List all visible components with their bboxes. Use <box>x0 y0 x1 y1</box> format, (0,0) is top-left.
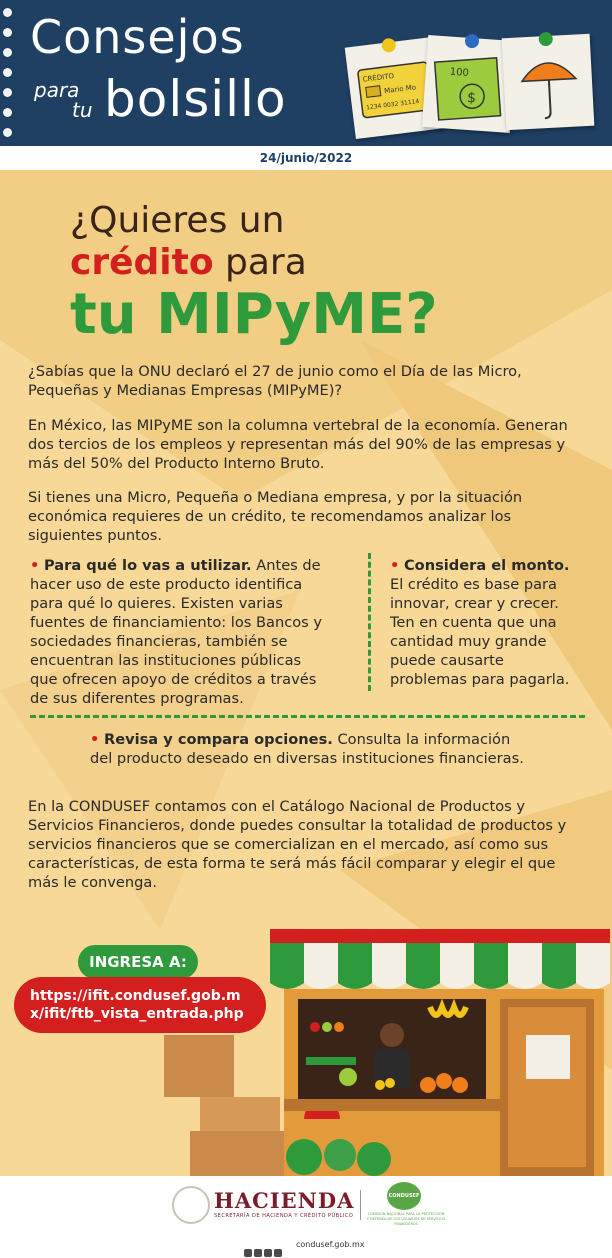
headline-credito: crédito <box>70 242 214 283</box>
title-tu: tu <box>72 98 93 122</box>
tip-para-que-text: Antes de hacer uso de este producto identifica para qué lo quieres. Existen varias fuentes de financiamiento: los Bancos y sociedades financieras, también se encuentran las instituciones públicas que ofrecen apoyo de créditos a través de sus diferentes programas. <box>30 557 323 707</box>
bill-value: 100 <box>449 66 470 79</box>
intro-paragraph-mexico: En México, las MIPyME son la columna vertebral de la economía. Generan dos tercios de los empleos y representan más del 90% de las empresas y más del 50% del Producto Interno Bruto. <box>28 417 568 472</box>
tip-revisa-text: Consulta la información del producto deseado en diversas instituciones financieras. <box>90 731 524 767</box>
youtube-icon[interactable] <box>274 1249 282 1257</box>
notebook-spiral <box>3 8 17 146</box>
bullet-icon: • <box>390 557 400 574</box>
title-bolsillo: bolsillo <box>104 70 287 128</box>
catalog-link-line2: x/ifit/ftb_vista_entrada.php <box>30 1006 244 1022</box>
umbrella-note <box>502 34 595 130</box>
social-icons <box>244 1242 284 1258</box>
condusef-paragraph: En la CONDUSEF contamos con el Catálogo Nacional de Productos y Servicios Financieros, donde puedes consultar la totalidad de productos y servicios financieros que se comercializan en el mercado, así como sus características, de esta forma te será más fácil comparar y elegir el que más le convenga. <box>28 798 567 891</box>
intro-paragraph-recommend: Si tienes una Micro, Pequeña o Mediana empresa, y por la situación económica requieres de un crédito, te recomendamos analizar los siguientes puntos. <box>28 489 523 544</box>
catalog-link-line1: https://ifit.condusef.gob.m <box>30 988 241 1004</box>
condusef-logo: CONDUSEF <box>387 1182 421 1210</box>
footer <box>0 1176 612 1258</box>
bullet-icon: • <box>30 557 40 574</box>
vertical-divider <box>368 553 371 691</box>
bullet-icon: • <box>90 731 100 748</box>
title-consejos: Consejos <box>30 10 245 64</box>
umbrella-icon <box>502 34 595 130</box>
tip-monto-title: Considera el monto. <box>403 557 570 574</box>
mexico-seal-icon <box>172 1186 210 1224</box>
catalog-link[interactable] <box>14 977 266 1033</box>
header-banner <box>0 0 612 146</box>
headline-para: para <box>213 242 307 283</box>
tip-revisa <box>90 730 530 768</box>
publication-date: 24/junio/2022 <box>259 151 353 165</box>
tip-para-que <box>30 556 330 708</box>
headline-line2 <box>70 242 438 284</box>
tip-monto <box>390 556 580 689</box>
headline <box>70 200 438 346</box>
awning-stripes <box>270 943 610 989</box>
ingresa-label: INGRESA A: <box>78 945 198 979</box>
hacienda-subtitle: SECRETARÍA DE HACIENDA Y CRÉDITO PÚBLICO <box>214 1213 354 1219</box>
card-name: Mario Mo <box>383 83 417 96</box>
headline-line3: tu MIPyME? <box>70 282 438 347</box>
market-stall-illustration <box>160 925 612 1176</box>
date-bar <box>0 146 612 170</box>
tip-revisa-title: Revisa y compara opciones. <box>103 731 333 748</box>
condusef-subtitle: COMISIÓN NACIONAL PARA LA PROTECCIÓN Y DEFENSA DE LOS USUARIOS DE SERVICIOS FINANCIEROS <box>366 1212 446 1226</box>
tip-monto-text: El crédito es base para innovar, crear y crecer. Ten en cuenta que una cantidad muy grande puede causarte problemas para pagarla. <box>390 576 570 688</box>
title-para: para <box>34 78 80 102</box>
facebook-icon[interactable] <box>244 1249 252 1257</box>
headline-line1: ¿Quieres un <box>70 200 285 241</box>
hacienda-logo: HACIENDA <box>214 1188 355 1213</box>
footer-divider <box>360 1190 361 1220</box>
tip-para-que-title: Para qué lo vas a utilizar. <box>43 557 252 574</box>
twitter-icon[interactable] <box>254 1249 262 1257</box>
intro-paragraph-onu: ¿Sabías que la ONU declaró el 27 de junio como el Día de las Micro, Pequeñas y Medianas Empresas (MIPyME)? <box>28 363 522 399</box>
card-label: CRÉDITO <box>362 71 395 84</box>
horizontal-divider <box>30 715 585 718</box>
condusef-site-link[interactable]: condusef.gob.mx <box>296 1240 365 1249</box>
card-number: 1234 0032 31114 <box>365 98 420 112</box>
bill-symbol: $ <box>466 89 477 107</box>
instagram-icon[interactable] <box>264 1249 272 1257</box>
